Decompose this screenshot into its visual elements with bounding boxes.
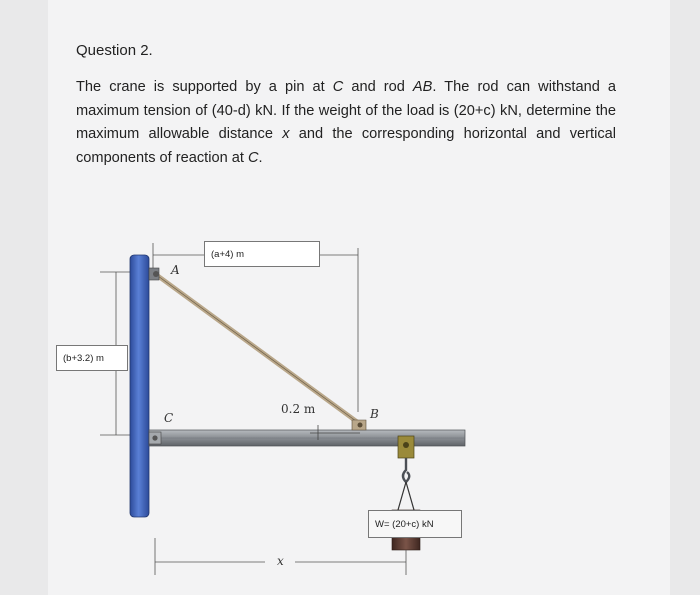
load-sling [398, 482, 414, 510]
distance-label: x [277, 554, 284, 568]
pin-c-bracket [149, 432, 161, 444]
rod-ab-outline [158, 276, 360, 424]
label-a: A [171, 263, 180, 277]
question-text-part: The crane is supported by a pin at [76, 79, 333, 95]
trolley-hook [398, 436, 414, 482]
question-text-part: and the corresponding horizontal and vertical components of reaction at [76, 126, 616, 166]
label-b: B [370, 407, 379, 421]
question-text-part: and rod [343, 79, 413, 95]
distance-variable: x [282, 126, 290, 142]
horizontal-dimension-label: (a+4) m [204, 241, 320, 267]
pin-b-bracket [352, 420, 366, 430]
label-c: C [164, 411, 174, 425]
pin-variable: C [332, 79, 344, 95]
reaction-variable: C [247, 149, 259, 166]
question-text-part: . [258, 149, 263, 166]
question-title: Question 2. [76, 42, 153, 59]
question-text-part: . The rod can withstand a maximum tension of (40-d) kN. If the weight of the load is (20+c) kN, determine the maximum allowable distance [76, 79, 617, 142]
load-weight-label: W= (20+c) kN [368, 510, 462, 538]
rod-variable: AB [412, 79, 433, 95]
crane-column [130, 255, 149, 517]
horizontal-dimension-line [153, 243, 358, 412]
vertical-dimension-label: (b+3.2) m [56, 345, 128, 371]
pin-a-bracket [149, 268, 159, 280]
rod-offset-label: 0.2 m [281, 402, 316, 416]
